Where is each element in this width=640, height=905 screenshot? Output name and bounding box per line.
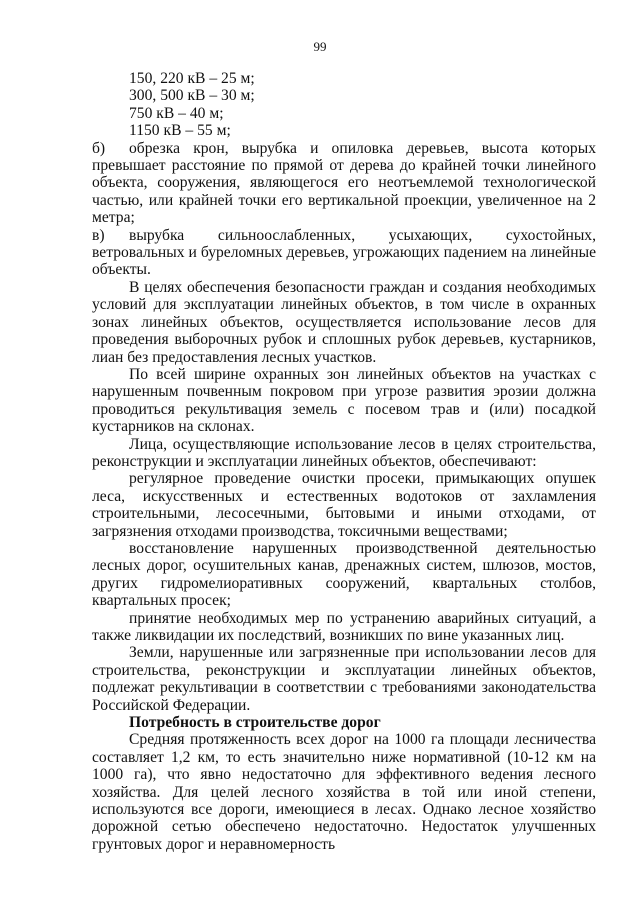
paragraph-3: Лица, осуществляющие использование лесов в целях строительства, реконструкции и эксплуатации линейных объектов, обеспечивают: xyxy=(92,435,596,470)
paragraph-5: восстановление нарушенных производственной деятельностью лесных дорог, осушительных канав, дренажных систем, шлюзов, мостов, других гидромелиоративных сооружений, квартальных столбов, квартальных просек; xyxy=(92,539,596,610)
paragraph-7: Земли, нарушенные или загрязненные при использовании лесов для строительства, реконструкции и эксплуатации линейных объектов, подлежат рекультивации в соответствии с требованиями законодательства Российской Федерации. xyxy=(92,644,596,714)
paragraph-1: В целях обеспечения безопасности граждан и создания необходимых условий для эксплуатации линейных объектов, в том числе в охранных зонах линейных объектов, осуществляется использование лесов для проведения выборочных рубок и сплошных рубок деревьев, кустарников, лиан без предоставления лесных участков. xyxy=(92,278,596,366)
paragraph-2: По всей ширине охранных зон линейных объектов на участках с нарушенным почвенным покровом при угрозе развития эрозии должна проводиться рекультивация земель с посевом трав и (или) посадкой кустарников на склонах. xyxy=(92,365,596,436)
list-value-2: 300, 500 кВ – 30 м; xyxy=(129,87,255,105)
list-item-v xyxy=(92,227,596,279)
list-item-b xyxy=(92,140,596,227)
list-value-4: 1150 кВ – 55 м; xyxy=(129,122,231,140)
document-body xyxy=(92,70,596,853)
paragraph-4: регулярное проведение очистки просеки, примыкающих опушек леса, искусственных и естественных водотоков от захламления строительными, лесосечными, бытовыми и иными отходами, от загрязнения отходами производства, токсичными веществами; xyxy=(92,470,596,540)
paragraph-last: Средняя протяженность всех дорог на 1000 га площади лесничества составляет 1,2 км, то есть значительно ниже нормативной (10-12 км на 1000 га), что явно недостаточно для эффективного ведения лесного хозяйства. Для целей лесного хозяйства в той или иной степени, используются все дороги, имеющиеся в лесах. Однако лесное хозяйство дорожной сетью обеспечено недостаточно. Недостаток улучшенных грунтовых дорог и неравномерность xyxy=(92,731,596,853)
page-number: 99 xyxy=(313,39,327,54)
list-value-1: 150, 220 кВ – 25 м; xyxy=(129,70,255,87)
list-item-v-text: вырубка сильноослабленных, усыхающих, сухостойных, ветровальных и буреломных деревьев, угрожающих падением на линейные объекты. xyxy=(92,226,596,279)
list-item-b-text: обрезка крон, вырубка и опиловка деревьев, высота которых превышает расстояние по прямой от дерева до крайней точки линейного объекта, сооружения, являющегося его неотъемлемой технологической частью, или крайней точки его вертикальной проекции, увеличенное на 2 метра; xyxy=(92,139,596,227)
section-heading: Потребность в строительстве дорог xyxy=(129,714,381,732)
paragraph-6: принятие необходимых мер по устранению аварийных ситуаций, а также ликвидации их последствий, возникших по вине указанных лиц. xyxy=(92,609,596,644)
list-value-3: 750 кВ – 40 м; xyxy=(129,104,224,122)
list-item-b-label: б) xyxy=(92,139,106,157)
list-item-v-label: в) xyxy=(92,226,105,244)
